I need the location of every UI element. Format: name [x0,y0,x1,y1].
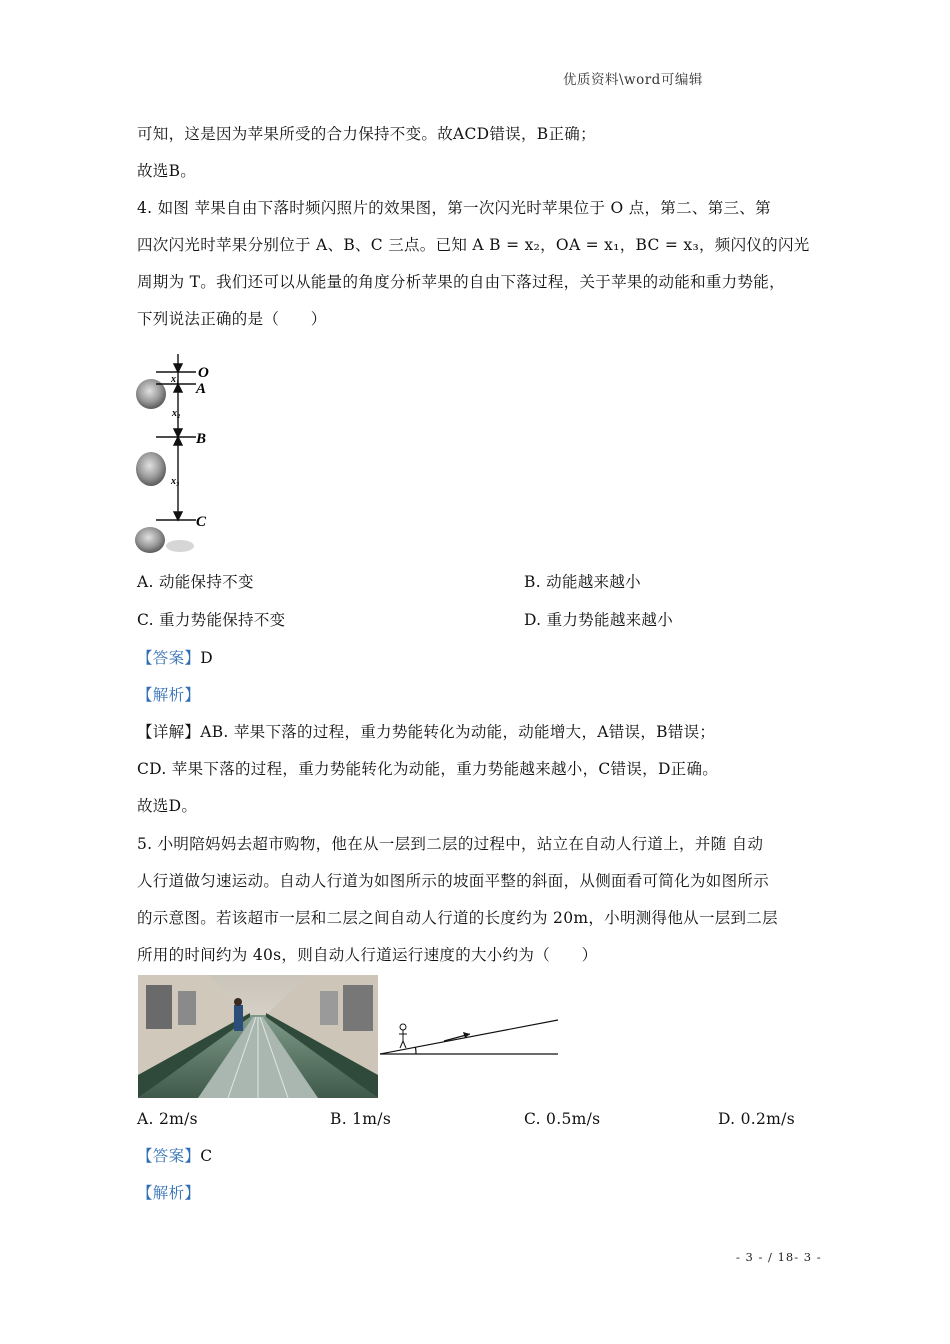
question-5-line-4: 所用的时间约为 40s，则自动人行道运行速度的大小约为（ ） [137,946,598,964]
q5-option-c: C. 0.5m/s [524,1110,601,1128]
q4-option-d: D. 重力势能越来越小 [524,611,674,629]
q4-answer [137,648,213,668]
q5-option-d: D. 0.2m/s [718,1110,795,1128]
incline-diagram [378,1010,560,1060]
question-4-line-3: 周期为 T。我们还可以从能量的角度分析苹果的自由下落过程，关于苹果的动能和重力势能， [137,273,785,291]
label-x3: x₃ [171,476,180,487]
q4-option-c: C. 重力势能保持不变 [137,611,286,629]
question-5-line-3: 的示意图。若该超市一层和二层之间自动人行道的长度约为 20m，小明测得他从一层到二层 [137,909,778,927]
question-5-line-2: 人行道做匀速运动。自动人行道为如图所示的坡面平整的斜面，从侧面看可简化为如图所示 [137,872,770,890]
detail-text: AB. 苹果下落的过程，重力势能转化为动能，动能增大，A错误，B错误； [200,723,716,741]
q5-analysis-tag: 【解析】 [137,1184,201,1202]
text-line-1: 可知，这是因为苹果所受的合力保持不变。故ACD错误，B正确； [137,125,596,143]
answer-tag: 【答案】 [137,649,201,667]
answer-value: C [200,1147,213,1165]
label-a: A [196,381,207,397]
person-icon [399,1024,407,1048]
label-b: B [196,431,207,447]
q5-option-a: A. 2m/s [137,1110,198,1128]
q5-option-b: B. 1m/s [330,1110,392,1128]
q4-detail-line-3: 故选D。 [137,797,198,815]
question-4-line-1: 4. 如图 苹果自由下落时频闪照片的效果图，第一次闪光时苹果位于 O 点，第二、第三、第 [137,199,771,217]
apple-fall-figure [134,350,224,560]
answer-value: D [200,649,213,667]
q4-detail-line-2: CD. 苹果下落的过程，重力势能转化为动能，重力势能越来越小，C错误，D正确。 [137,760,719,778]
text-line-2: 故选B。 [137,162,197,180]
question-4-line-4: 下列说法正确的是（ ） [137,310,327,328]
label-o: O [198,365,209,381]
q4-option-a: A. 动能保持不变 [137,573,254,591]
label-x1: x₁ [171,374,180,385]
answer-tag: 【答案】 [137,1147,201,1165]
page-header: 优质资料\word可编辑 [563,72,703,88]
detail-tag: 【详解】 [137,723,201,741]
question-4-line-2: 四次闪光时苹果分别位于 A、B、C 三点。已知 A B = x₂，OA = x₁，BC = x₃，频闪仪的闪光 [137,236,810,254]
page-number: - 3 - / 18- 3 - [736,1250,822,1264]
q4-detail-line-1 [137,722,715,742]
q4-analysis-tag: 【解析】 [137,686,201,704]
label-c: C [196,514,207,530]
q5-answer [137,1146,212,1166]
question-5-line-1: 5. 小明陪妈妈去超市购物，他在从一层到二层的过程中，站立在自动人行道上，并随 自动 [137,835,764,853]
apple-image [135,379,194,553]
escalator-photo [138,975,378,1098]
label-x2: x₂ [172,408,181,419]
q4-option-b: B. 动能越来越小 [524,573,641,591]
